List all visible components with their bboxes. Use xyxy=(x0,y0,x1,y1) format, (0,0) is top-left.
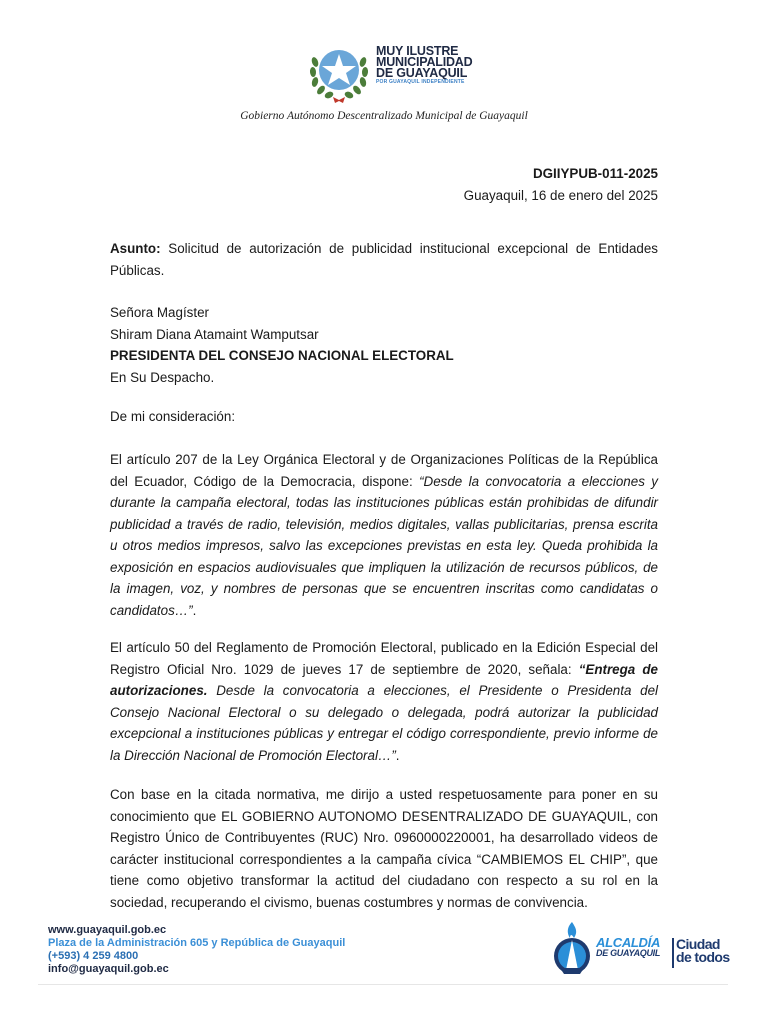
p2-end: . xyxy=(395,747,400,763)
footer-divider xyxy=(38,984,728,985)
alcaldia-wordmark: ALCALDÍA DE GUAYAQUIL xyxy=(596,935,661,958)
p2-quote: Desde la convocatoria a elecciones, el Presidente o Presidenta del Consejo Nacional Electoral o su delegado o delegada, podrá autorizar la publicidad excepcional a instituciones públicas y entregar el código correspondiente, previo informe de la Dirección Nacional de Promoción Electoral…” xyxy=(110,683,658,763)
p1-end: . xyxy=(192,602,197,618)
footer-address: Plaza de la Administración 605 y República de Guayaquil xyxy=(48,937,346,949)
recipient-office: En Su Despacho. xyxy=(110,369,215,385)
recipient-position: PRESIDENTA DEL CONSEJO NACIONAL ELECTORAL xyxy=(110,348,454,363)
footer-contact xyxy=(48,924,345,976)
reference-block xyxy=(110,163,658,206)
recipient-title: Señora Magíster xyxy=(110,305,209,320)
slogan-wordmark: Ciudad de todos xyxy=(676,936,730,965)
p1-intro: El artículo 207 de la Ley Orgánica Electoral y de Organizaciones Políticas de la República del Ecuador, Código de la Democracia, dispone: xyxy=(110,452,658,489)
footer-website-link[interactable]: www.guayaquil.gob.ec xyxy=(48,924,167,936)
paragraph-article-50 xyxy=(110,637,658,766)
paragraph-request xyxy=(110,784,658,913)
recipient-block xyxy=(110,302,658,388)
p2-bold-quote: “Entrega de autorizaciones. xyxy=(110,661,658,698)
p3-text: Con base en la citada normativa, me dirijo a usted respetuosamente para poner en su conocimiento que EL GOBIERNO AUTONOMO DESENTRALIZADO DE GUAYAQUIL, con Registro Único de Contribuyentes (RUC) Nro. 0960000220001, ha desarrollado videos de carácter institucional correspondientes a la campaña cívica “CAMBIEMOS EL CHIP”, que tiene como objetivo transformar la actitud del ciudadano con respecto a su rol en la sociedad, recuperando el civismo, buenas costumbres y normas de convivencia. xyxy=(110,787,658,910)
greeting-block xyxy=(110,406,658,428)
footer-email-link[interactable]: info@guayaquil.gob.ec xyxy=(48,963,169,975)
document-reference: DGIIYPUB-011-2025 xyxy=(532,166,658,181)
government-subtitle: Gobierno Autónomo Descentralizado Municipal de Guayaquil xyxy=(240,110,528,122)
alcaldia-logo xyxy=(552,914,742,978)
torch-emblem-icon xyxy=(552,918,592,978)
letterhead xyxy=(0,38,768,128)
footer-phone: (+593) 4 259 4800 xyxy=(48,950,139,962)
subject-block xyxy=(110,238,658,281)
recipient-name: Shiram Diana Atamaint Wamputsar xyxy=(110,326,319,342)
logo-separator xyxy=(672,938,674,968)
municipality-name: MUY ILUSTRE MUNICIPALIDAD DE GUAYAQUIL POR GUAYAQUIL INDEPENDIENTE xyxy=(376,44,473,85)
subject-text: Solicitud de autorización de publicidad institucional excepcional de Entidades Públicas. xyxy=(110,241,658,278)
paragraph-article-207 xyxy=(110,449,658,621)
subject-label: Asunto: xyxy=(110,241,161,256)
p2-intro: El artículo 50 del Reglamento de Promoción Electoral, publicado en la Edición Especial del Registro Oficial Nro. 1029 de jueves 17 de septiembre de 2020, señala: xyxy=(110,640,658,677)
greeting: De mi consideración: xyxy=(110,409,236,424)
municipal-seal-icon xyxy=(306,42,372,104)
place-date: Guayaquil, 16 de enero del 2025 xyxy=(463,187,658,203)
p1-quote: “Desde la convocatoria a elecciones y durante la campaña electoral, todas las instituciones públicas están prohibidas de difundir publicidad a través de radio, televisión, medios digitales, vallas publicitarias, prensa escrita u otros medios impresos, salvo las excepciones previstas en esta ley. Queda prohibida la exposición en espacios audiovisuales que impliquen la utilización de recursos públicos, de la imagen, voz, y nombres de personas que se encuentren inscritas como candidatas o candidatos…” xyxy=(110,473,658,618)
